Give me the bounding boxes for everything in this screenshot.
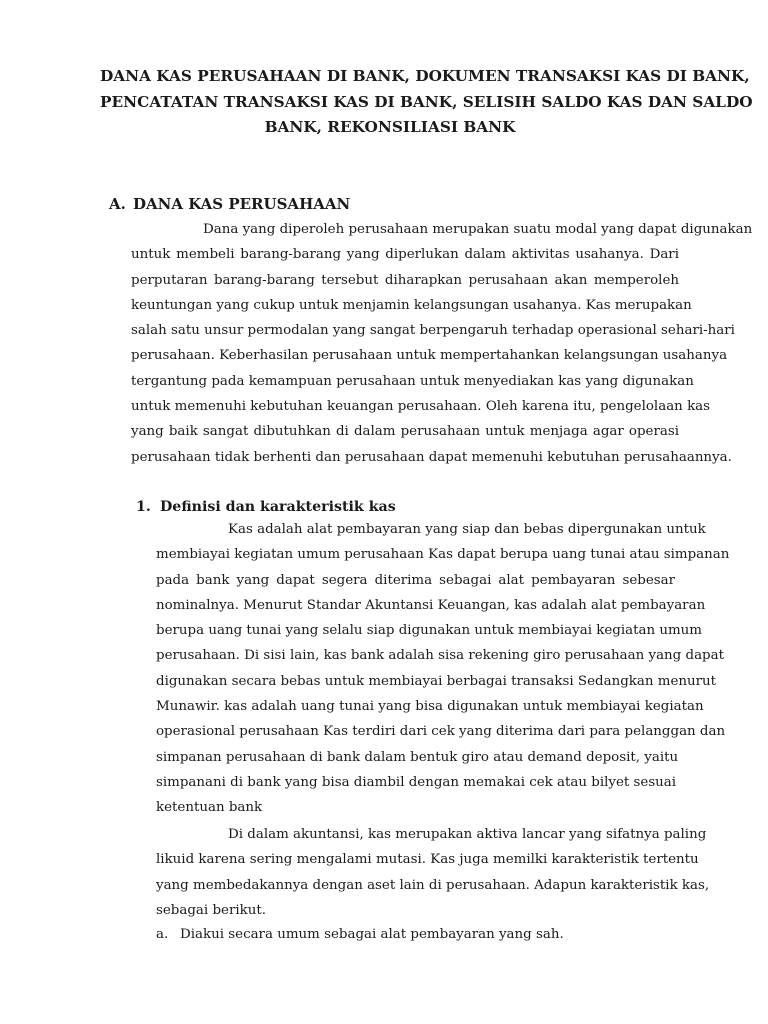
paragraph-line: ketentuan bank (156, 800, 263, 816)
paragraph-line: simpanani di bank yang bisa diambil dengan memakai cek atau bilyet sesuai (156, 774, 677, 790)
subsection-1-paragraph-1 (156, 517, 730, 821)
paragraph-line: Munawir. kas adalah uang tunai yang bisa digunakan untuk membiayai kegiatan (156, 699, 704, 715)
paragraph-line: pada bank yang dapat segera diterima sebagai alat pembayaran sebesar (156, 572, 675, 588)
section-number: A. (109, 195, 126, 213)
paragraph-line: Kas adalah alat pembayaran yang siap dan bebas dipergunakan untuk (228, 522, 706, 537)
title-line: DANA KAS PERUSAHAAN DI BANK, DOKUMEN TRANSAKSI KAS DI BANK, (100, 67, 750, 85)
paragraph-line: nominalnya. Menurut Standar Akuntansi Keuangan, kas adalah alat pembayaran (156, 597, 706, 613)
paragraph-line: yang baik sangat dibutuhkan di dalam perusahaan untuk menjaga agar operasi (131, 424, 679, 440)
paragraph-line: yang membedakannya dengan aset lain di perusahaan. Adapun karakteristik kas, (156, 877, 710, 893)
paragraph-line: perusahaan. Di sisi lain, kas bank adalah sisa rekening giro perusahaan yang dapat (156, 648, 724, 664)
list-item-text: Diakui secara umum sebagai alat pembayaran yang sah. (180, 927, 564, 942)
paragraph-line: keuntungan yang cukup untuk menjamin kelangsungan usahanya. Kas merupakan (131, 297, 692, 313)
paragraph-line: membiayai kegiatan umum perusahaan Kas dapat berupa uang tunai atau simpanan (156, 547, 730, 563)
subsection-title: Definisi dan karakteristik kas (160, 499, 396, 515)
paragraph-line: operasional perusahaan Kas terdiri dari cek yang diterima dari para pelanggan dan (156, 724, 726, 740)
section-title: DANA KAS PERUSAHAAN (133, 195, 351, 213)
title-line: PENCATATAN TRANSAKSI KAS DI BANK, SELISIH SALDO KAS DAN SALDO (100, 92, 753, 111)
paragraph-line: perusahaan. Keberhasilan perusahaan untuk mempertahankan kelangsungan usahanya (131, 348, 728, 364)
paragraph-line: digunakan secara bebas untuk membiayai berbagai transaksi Sedangkan menurut (156, 673, 717, 689)
subsection-number: 1. (136, 499, 151, 515)
paragraph-line: berupa uang tunai yang selalu siap digunakan untuk membiayai kegiatan umum (156, 623, 703, 639)
paragraph-line: Dana yang diperoleh perusahaan merupakan suatu modal yang dapat digunakan (203, 222, 753, 237)
paragraph-line: sebagai berikut. (156, 902, 267, 918)
paragraph-line: untuk memenuhi kebutuhan keuangan perusahaan. Oleh karena itu, pengelolaan kas (131, 399, 711, 415)
paragraph-line: perusahaan tidak berhenti dan perusahaan dapat memenuhi kebutuhan perusahaannya. (131, 449, 732, 465)
subsection-1-paragraph-2 (156, 822, 710, 923)
title-line: BANK, REKONSILIASI BANK (264, 118, 516, 136)
paragraph-line: simpanan perusahaan di bank dalam bentuk giro atau demand deposit, yaitu (156, 749, 679, 765)
paragraph-line: tergantung pada kemampuan perusahaan untuk menyediakan kas yang digunakan (131, 373, 694, 389)
section-a-heading (109, 193, 350, 215)
paragraph-line: untuk membeli barang-barang yang diperlukan dalam aktivitas usahanya. Dari (131, 247, 679, 263)
paragraph-line: salah satu unsur permodalan yang sangat berpengaruh terhadap operasional sehari-hari (131, 323, 735, 339)
subsection-1-heading (136, 496, 396, 518)
paragraph-line: perputaran barang-barang tersebut diharapkan perusahaan akan memperoleh (131, 272, 679, 288)
list-item (156, 924, 564, 946)
paragraph-line: likuid karena sering mengalami mutasi. Kas juga memilki karakteristik tertentu (156, 852, 699, 868)
list-marker: a. (156, 927, 169, 942)
section-a-paragraph (131, 217, 753, 470)
paragraph-line: Di dalam akuntansi, kas merupakan aktiva lancar yang sifatnya paling (228, 827, 707, 842)
document-title (100, 64, 753, 141)
